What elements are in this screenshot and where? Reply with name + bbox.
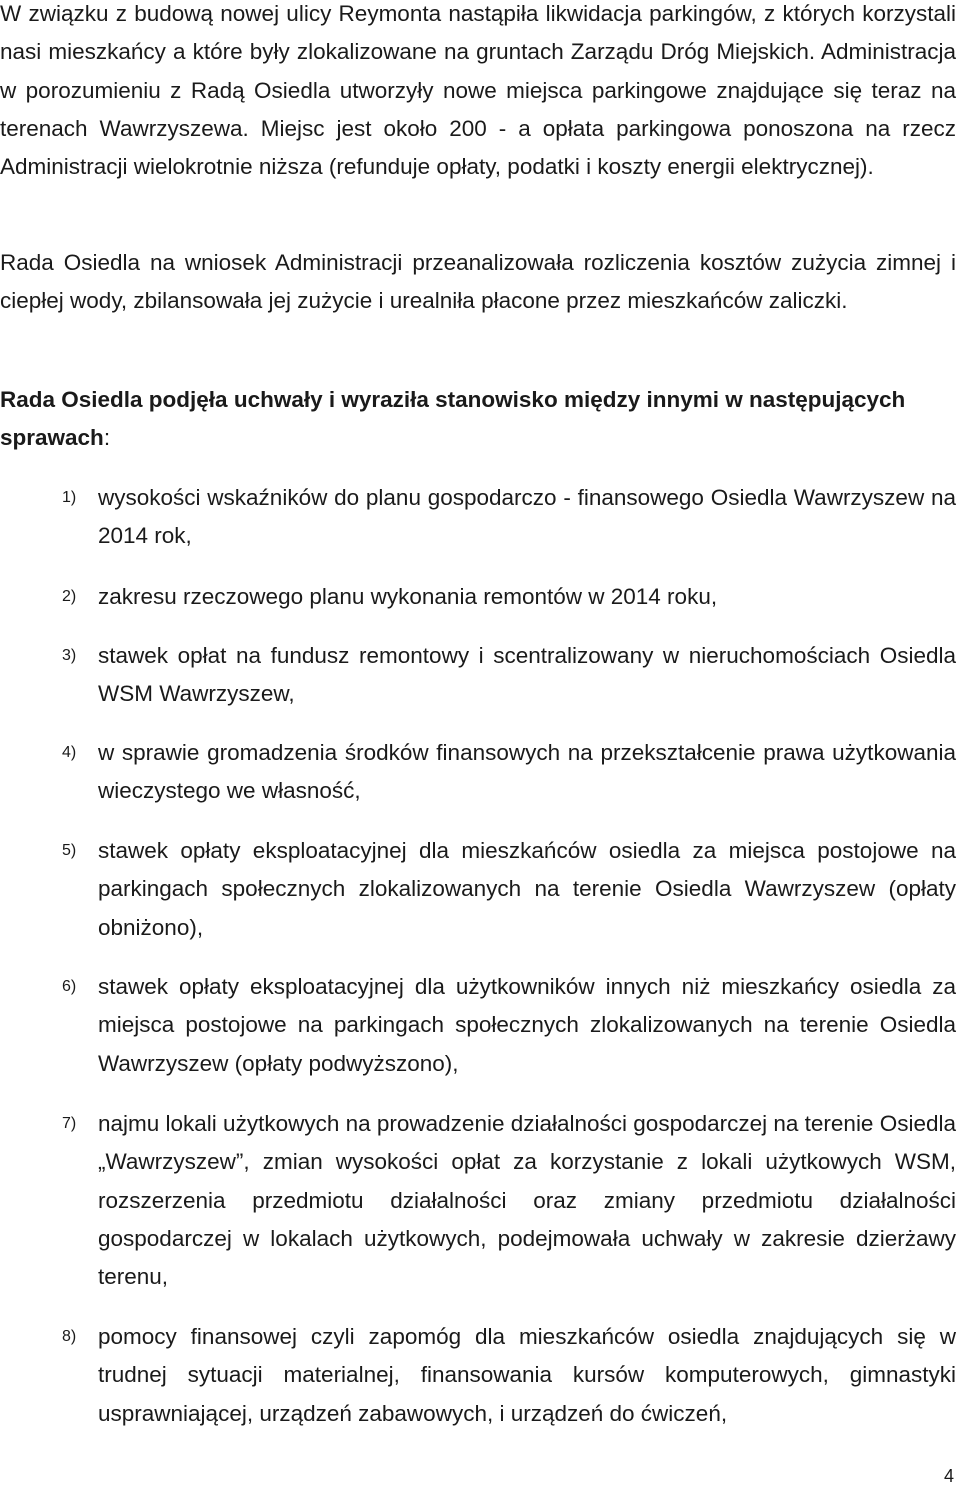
- page-number: 4: [943, 1466, 954, 1486]
- resolutions-heading-text: Rada Osiedla podjęła uchwały i wyraziła stanowisko między innymi w następujących sprawach: [0, 387, 906, 451]
- list-item-text: stawek opłaty eksploatacyjnej dla mieszkańców osiedla za miejsca postojowe na parkingach społecznych zlokalizowanych na terenie Osiedla Wawrzyszew (opłaty obniżono),: [98, 838, 956, 940]
- list-item-text: w sprawie gromadzenia środków finansowych na przekształcenie prawa użytkowania wieczystego we własność,: [98, 740, 956, 804]
- intro-paragraph: W związku z budową nowej ulicy Reymonta nastąpiła likwidacja parkingów, z których korzystali nasi mieszkańcy a które były zlokalizowane na gruntach Zarządu Dróg Miejskich. Administracja w porozumieniu z Radą Osiedla utworzyły nowe miejsca parkingowe znajdujące się teraz na terenach Wawrzyszewa. Miejsc jest około 200 - a opłata parkingowa ponoszona na rzecz Administracji wielokrotnie niższa (refunduje opłaty, podatki i koszty energii elektrycznej).: [0, 1, 956, 180]
- water-costs-paragraph: Rada Osiedla na wniosek Administracji przeanalizowała rozliczenia kosztów zużycia zimnej i ciepłej wody, zbilansowała jej zużycie i urealniła płacone przez mieszkańców zaliczki.: [0, 250, 956, 314]
- resolutions-heading: [0, 381, 956, 458]
- list-item-text: pomocy finansowej czyli zapomóg dla mieszkańców osiedla znajdujących się w trudnej sytuacji materialnej, finansowania kursów komputerowych, gimnastyki usprawniającej, urządzeń zabawowych, i urządzeń do ćwiczeń,: [98, 1324, 956, 1426]
- list-item-text: wysokości wskaźników do planu gospodarczo - finansowego Osiedla Wawrzyszew na 2014 rok,: [98, 485, 956, 549]
- list-item-number: 6): [62, 978, 77, 995]
- list-item-number: 3): [62, 647, 77, 664]
- list-item-text: najmu lokali użytkowych na prowadzenie działalności gospodarczej na terenie Osiedla „Wawrzyszew”, zmian wysokości opłat za korzystanie z lokali użytkowych WSM, rozszerzenia przedmiotu działalności oraz zmiany przedmiotu działalności gospodarczej w lokalach użytkowych, podejmowała uchwały w zakresie dzierżawy terenu,: [98, 1111, 956, 1290]
- list-item-number: 4): [62, 744, 77, 761]
- list-item-text: stawek opłaty eksploatacyjnej dla użytkowników innych niż mieszkańcy osiedla za miejsca postojowe na parkingach społecznych zlokalizowanych na terenie Osiedla Wawrzyszew (opłaty podwyższono),: [98, 974, 956, 1076]
- list-item-text: zakresu rzeczowego planu wykonania remontów w 2014 roku,: [98, 584, 718, 609]
- list-item-number: 1): [62, 489, 77, 506]
- list-item-number: 2): [62, 588, 77, 605]
- list-item-number: 7): [62, 1115, 77, 1132]
- list-item-number: 8): [62, 1328, 77, 1345]
- list-item-number: 5): [62, 842, 77, 859]
- resolutions-heading-colon: :: [103, 425, 111, 451]
- list-item-text: stawek opłat na fundusz remontowy i scentralizowany w nieruchomościach Osiedla WSM Wawrzyszew,: [98, 643, 956, 707]
